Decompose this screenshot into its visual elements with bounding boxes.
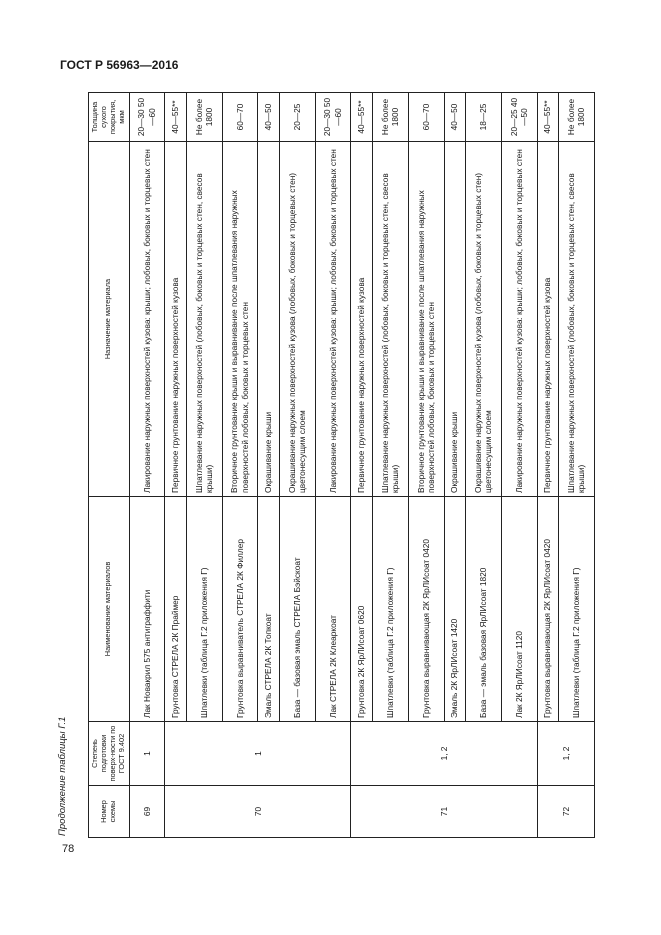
cell-scheme: 69 (129, 786, 165, 838)
cell-scheme: 70 (165, 786, 351, 838)
cell-material: Лак 2К ЯрЛИсоат 1120 (501, 497, 537, 722)
cell-thickness: 60—70 (408, 93, 444, 142)
cell-purpose: Лакирование наружных поверхностей кузова: крыши; лобовых, боковых и торцевых стен (501, 142, 537, 497)
cell-purpose: Окрашивание наружных поверхностей кузова (лобовых, боковых и торцевых стен) цветонесущим слоем (279, 142, 315, 497)
document-header: ГОСТ Р 56963—2016 (60, 58, 179, 72)
cell-material: Грунтовка выравнивающая 2К ЯрЛИсоат 0420 (408, 497, 444, 722)
cell-material: Эмаль СТРЕЛА 2К Топкоат (258, 497, 279, 722)
rotated-table-wrapper (88, 93, 595, 838)
cell-scheme: 71 (351, 786, 537, 838)
cell-material: Грунтовка 2К ЯрЛИсоат 0620 (351, 497, 372, 722)
table-row (351, 93, 372, 838)
cell-material: Лак Новакрил 575 антиграффити (129, 497, 165, 722)
cell-purpose: Первичное грунтование наружных поверхностей кузова (351, 142, 372, 497)
table-row (537, 93, 558, 838)
table-header-row (89, 93, 130, 838)
materials-table (88, 92, 595, 838)
cell-scheme: 72 (537, 786, 594, 838)
cell-thickness: 20—25 (279, 93, 315, 142)
cell-purpose: Шпатлевание наружных поверхностей (лобовых, боковых и торцевых стен, свесов крыши) (558, 142, 594, 497)
cell-thickness: Не более 1800 (186, 93, 222, 142)
header-material: Наименование материалов (89, 497, 130, 722)
table-row (165, 93, 186, 838)
cell-material: Лак СТРЕЛА 2К Клеаркоат (315, 497, 351, 722)
cell-thickness: 18—25 (465, 93, 501, 142)
cell-thickness: Не более 1800 (558, 93, 594, 142)
cell-material: База — эмаль базовая ЯрЛИсоат 1820 (465, 497, 501, 722)
cell-material: Шпатлевки (таблица Г.2 приложения Г) (372, 497, 408, 722)
cell-thickness: 40—55** (537, 93, 558, 142)
cell-thickness: 20—30 50—60 (129, 93, 165, 142)
cell-purpose: Лакирование наружных поверхностей кузова: крыши; лобовых, боковых и торцевых стен (315, 142, 351, 497)
cell-thickness: 40—50 (444, 93, 465, 142)
table-caption: Продолжение таблицы Г.1 (57, 716, 68, 836)
cell-purpose: Окрашивание наружных поверхностей кузова (лобовых, боковых и торцевых стен) цветонесущим слоем (465, 142, 501, 497)
cell-purpose: Вторичное грунтование крыши и выравнивание после шпатлевания наружных поверхностей лобовых, боковых и торцевых стен (222, 142, 258, 497)
cell-material: Шпатлевки (таблица Г.2 приложения Г) (558, 497, 594, 722)
cell-material: Шпатлевки (таблица Г.2 приложения Г) (186, 497, 222, 722)
cell-material: Грунтовка СТРЕЛА 2К Праймер (165, 497, 186, 722)
cell-purpose: Первичное грунтование наружных поверхностей кузова (537, 142, 558, 497)
cell-material: База — базовая эмаль СТРЕЛА Бэйскоат (279, 497, 315, 722)
header-thickness: Толщина сухого покрытия, мкм (89, 93, 130, 142)
cell-thickness: 40—55** (351, 93, 372, 142)
cell-purpose: Шпатлевание наружных поверхностей (лобовых, боковых и торцевых стен, свесов крыши) (186, 142, 222, 497)
cell-material: Грунтовка выравниватель СТРЕЛА 2К Филлер (222, 497, 258, 722)
cell-material: Эмаль 2К ЯрЛИсоат 1420 (444, 497, 465, 722)
cell-degree: 1 (129, 722, 165, 786)
cell-purpose: Вторичное грунтование крыши и выравнивание после шпатлевания наружных поверхностей лобовых, боковых и торцевых стен (408, 142, 444, 497)
cell-thickness: 20—25 40—50 (501, 93, 537, 142)
cell-degree: 1, 2 (351, 722, 537, 786)
header-degree: Степень подготовки поверх-ности по ГОСТ 9.402 (89, 722, 130, 786)
cell-purpose: Окрашивание крыши (258, 142, 279, 497)
cell-purpose: Первичное грунтование наружных поверхностей кузова (165, 142, 186, 497)
table-row (129, 93, 165, 838)
header-scheme: Номер схемы (89, 786, 130, 838)
cell-thickness: 20—30 50—60 (315, 93, 351, 142)
cell-thickness: 40—55** (165, 93, 186, 142)
cell-purpose: Шпатлевание наружных поверхностей (лобовых, боковых и торцевых стен, свесов крыши) (372, 142, 408, 497)
cell-thickness: Не более 1800 (372, 93, 408, 142)
page-number: 78 (62, 843, 75, 855)
header-purpose: Назначение материала (89, 142, 130, 497)
cell-thickness: 40—50 (258, 93, 279, 142)
cell-purpose: Лакирование наружных поверхностей кузова: крыши; лобовых, боковых и торцевых стен (129, 142, 165, 497)
cell-degree: 1 (165, 722, 351, 786)
cell-material: Грунтовка выравнивающая 2К ЯрЛИсоат 0420 (537, 497, 558, 722)
cell-degree: 1, 2 (537, 722, 594, 786)
cell-thickness: 60—70 (222, 93, 258, 142)
cell-purpose: Окрашивание крыши (444, 142, 465, 497)
